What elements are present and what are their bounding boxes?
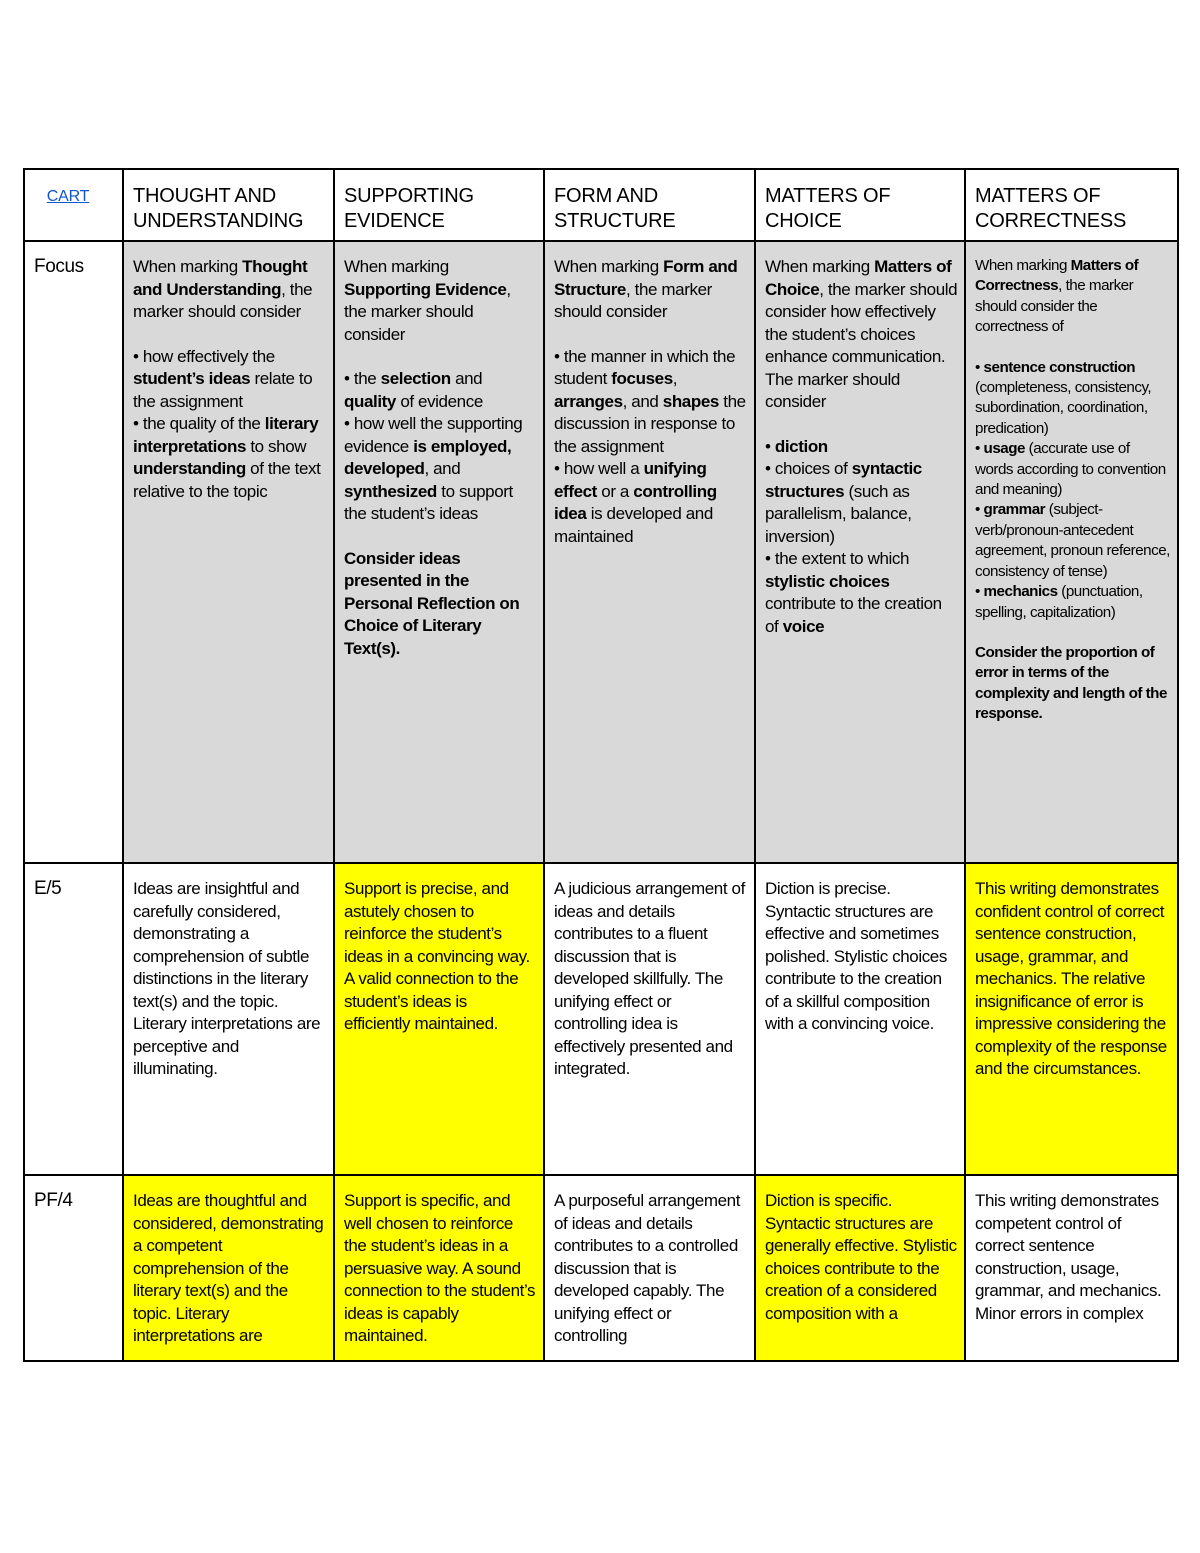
focus-evidence-cell: When marking Supporting Evidence, the marker should consider • the selection and quality of evidence • how well the supporting evidence is employed, developed, and synthesized to support the student’s ideas Consider ideas presented in the Personal Reflection on Choice of Literary Text(s). xyxy=(334,241,544,863)
header-choice: MATTERS OF CHOICE xyxy=(755,169,965,241)
e5-thought-cell: Ideas are insightful and carefully considered, demonstrating a comprehension of subtle distinctions in the literary text(s) and the topic. Literary interpretations are perceptive and illuminating. xyxy=(123,863,334,1175)
header-evidence: SUPPORTING EVIDENCE xyxy=(334,169,544,241)
row-label-e5: E/5 xyxy=(24,863,123,1175)
focus-row xyxy=(24,241,1178,863)
pf4-thought-cell xyxy=(123,1175,334,1361)
pf4-choice-text: Diction is specific. Syntactic structures are generally effective. Stylistic choices contribute to the creation of a considered composition with a xyxy=(765,1191,957,1323)
pf4-correctness-cell xyxy=(965,1175,1178,1361)
pf4-form-cell xyxy=(544,1175,755,1361)
e5-row xyxy=(24,863,1178,1175)
row-label-focus: Focus xyxy=(24,241,123,863)
header-row xyxy=(24,169,1178,241)
header-thought: THOUGHT AND UNDERSTANDING xyxy=(123,169,334,241)
pf4-evidence-text: Support is specific, and well chosen to reinforce the student’s ideas in a persuasive way. A sound connection to the student’s ideas is capably maintained. xyxy=(344,1191,536,1345)
pf4-form-text: A purposeful arrangement of ideas and details contributes to a controlled discussion that is developed capably. The unifying effect or controlling xyxy=(554,1191,741,1345)
e5-choice-cell: Diction is precise. Syntactic structures are effective and sometimes polished. Stylistic choices contribute to the creation of a skillful composition with a convincing voice. xyxy=(755,863,965,1175)
focus-choice-cell: When marking Matters of Choice, the marker should consider how effectively the student’s choices enhance communication. The marker should consider • diction • choices of syntactic structures (such as parallelism, balance, inversion) • the extent to which stylistic choices contribute to the creation of voice xyxy=(755,241,965,863)
personal-reflection-note: Consider ideas presented in the Personal Reflection on Choice of Literary Text(s). xyxy=(344,548,520,658)
header-correctness: MATTERS OF CORRECTNESS xyxy=(965,169,1178,241)
pf4-evidence-cell xyxy=(334,1175,544,1361)
pf4-thought-text: Ideas are thoughtful and considered, demonstrating a competent comprehension of the literary text(s) and the topic. Literary interpretations are xyxy=(133,1191,324,1345)
pf4-row xyxy=(24,1175,1178,1361)
row-label-pf4: PF/4 xyxy=(24,1175,123,1361)
e5-correctness-cell: This writing demonstrates confident control of correct sentence construction, usage, grammar, and mechanics. The relative insignificance of error is impressive considering the complexity of the response and the circumstances. xyxy=(965,863,1178,1175)
pf4-correctness-text: This writing demonstrates competent control of correct sentence construction, usage, grammar, and mechanics. Minor errors in complex xyxy=(975,1191,1162,1323)
rubric-table xyxy=(23,168,1179,1362)
focus-thought-cell: When marking Thought and Understanding, the marker should consider • how effectively the student’s ideas relate to the assignment • the quality of the literary interpretations to show understanding of the text relative to the topic xyxy=(123,241,334,863)
focus-correctness-cell: When marking Matters of Correctness, the marker should consider the correctness of • sentence construction (completeness, consistency, subordination, coordination, predication) • usage (accurate use of words according to convention and meaning) • grammar (subject-verb/pronoun-antecedent agreement, pronoun reference, consistency of tense) • mechanics (punctuation, spelling, capitalization) Consider the proportion of error in terms of the complexity and length of the response. xyxy=(965,241,1178,863)
header-form: FORM AND STRUCTURE xyxy=(544,169,755,241)
e5-evidence-cell: Support is precise, and astutely chosen to reinforce the student’s ideas in a convincing way. A valid connection to the student’s ideas is efficiently maintained. xyxy=(334,863,544,1175)
focus-form-cell: When marking Form and Structure, the marker should consider • the manner in which the student focuses, arranges, and shapes the discussion in response to the assignment • how well a unifying effect or a controlling idea is developed and maintained xyxy=(544,241,755,863)
cart-link[interactable]: CART xyxy=(46,188,90,205)
pf4-choice-cell xyxy=(755,1175,965,1361)
cart-cell xyxy=(24,169,123,241)
e5-form-cell: A judicious arrangement of ideas and details contributes to a fluent discussion that is developed skillfully. The unifying effect or controlling idea is effectively presented and integrated. xyxy=(544,863,755,1175)
